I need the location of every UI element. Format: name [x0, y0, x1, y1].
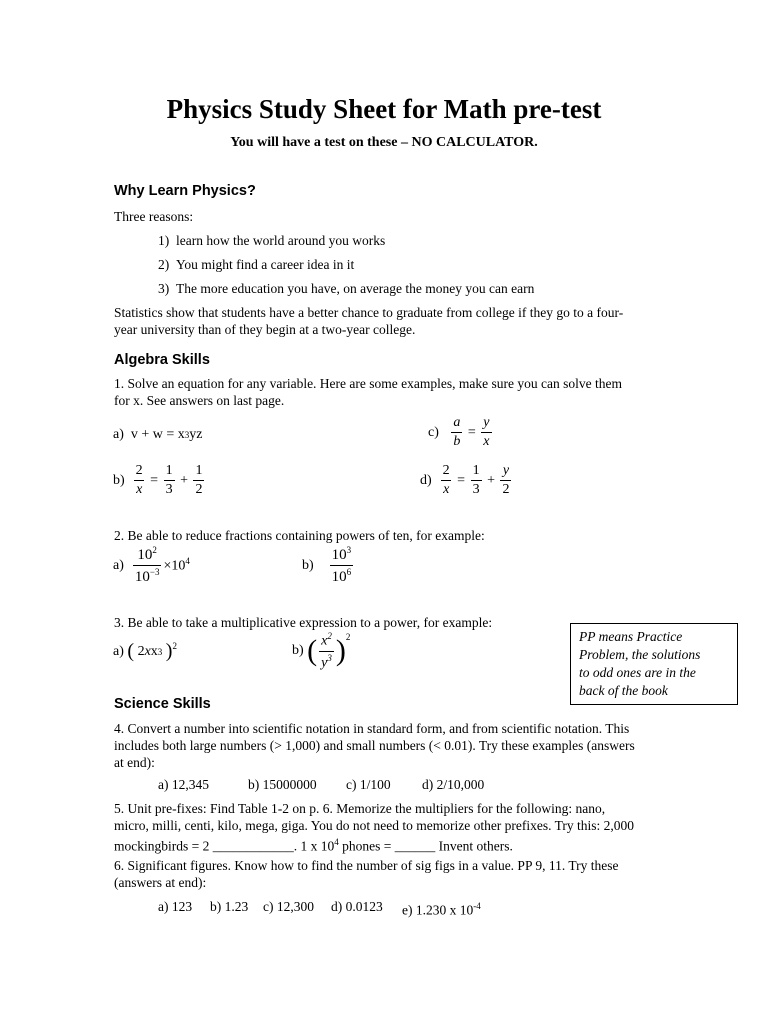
q6-item-c: c) 12,300 — [263, 899, 314, 914]
q4-item-c: c) 1/100 — [346, 777, 391, 792]
reason-number: 2) — [158, 257, 170, 272]
fraction-10e3-over-10e6: $\frac{10^3}{10^6}$ — [331, 545, 352, 585]
q5-text-part2: phones = ______ Invent others. — [338, 838, 513, 854]
question-5-line-3 — [114, 834, 513, 855]
fraction-y-over-2: $\frac{y}{2}$ — [502, 463, 510, 497]
fraction-2-over-x: $\frac{2}{x}$ — [135, 463, 143, 497]
reason-text: learn how the world around you works — [176, 233, 386, 248]
q4-item-b: b) 15000000 — [248, 777, 317, 792]
question-6-line-2: (answers at end): — [114, 875, 207, 890]
q4-item-a: a) 12,345 — [158, 777, 209, 792]
q5-text-part1: mockingbirds = 2 ____________. 1 x 10 — [114, 838, 335, 854]
reason-number: 1) — [158, 233, 170, 248]
equation-label: b) — [292, 643, 304, 659]
reasons-intro: Three reasons: — [114, 209, 194, 224]
section-heading-algebra: Algebra Skills — [114, 352, 210, 368]
powers-of-ten-a: a) $\frac{10^2}{10^{-3}}$ $\times 10^4$ — [113, 545, 190, 585]
q6-item-a: a) 123 — [158, 899, 193, 914]
question-6-line-1: 6. Significant figures. Know how to find the number of sig figs in a value. PP 9, 11. Try these — [114, 858, 619, 873]
equation-superscript: 3 — [184, 430, 190, 440]
section-heading-why: Why Learn Physics? — [114, 183, 256, 199]
equation-b: b) $\frac{2}{x}$ = $\frac{1}{3}$ + $\frac{1}{2}$ — [113, 463, 203, 497]
note-line: Problem, the solutions — [579, 647, 701, 662]
stats-line-1: Statistics show that students have a better chance to graduate from college if they go to a four- — [114, 305, 624, 320]
reason-text: The more education you have, on average the money you can earn — [176, 281, 535, 296]
fraction-y-over-x: $\frac{y}{x}$ — [483, 415, 490, 449]
q6-e-text: e) 1.230 x 10 — [402, 902, 474, 918]
powers-of-ten-b — [302, 546, 355, 585]
reason-number: 3) — [158, 281, 170, 296]
practice-problem-note — [570, 623, 738, 705]
note-line: to odd ones are in the — [579, 665, 696, 680]
reason-item-1 — [158, 232, 385, 249]
question-4-line-1: 4. Convert a number into scientific notation in standard form, and from scientific notation. This — [114, 721, 630, 736]
page-title: Physics Study Sheet for Math pre-test — [166, 94, 602, 124]
equation-label: d) — [420, 472, 432, 488]
equation-d: d) $\frac{2}{x}$ = $\frac{1}{3}$ + $\frac{y}{2}$ — [420, 463, 510, 497]
fraction-10e2-over-10e-3: $\frac{10^2}{10^{-3}}$ — [134, 545, 160, 585]
equation-label: a) — [113, 557, 124, 573]
question-5-line-1: 5. Unit pre-fixes: Find Table 1-2 on p. 6. Memorize the multipliers for the following: nano, — [114, 801, 606, 816]
equation-c: c) $\frac{a}{b}$ = $\frac{y}{x}$ — [428, 415, 490, 449]
section-heading-science: Science Skills — [114, 696, 211, 712]
q6-item-e — [402, 898, 481, 919]
reason-item-2 — [158, 256, 354, 273]
fraction-1-over-3: $\frac{1}{3}$ — [472, 463, 480, 497]
equation-label: b) — [302, 557, 314, 573]
question-3: 3. Be able to take a multiplicative expression to a power, for example: — [114, 615, 493, 630]
question-4-line-2: includes both large numbers (> 1,000) and small numbers (< 0.01). Try these examples (answers — [114, 738, 635, 753]
question-1-line-1: 1. Solve an equation for any variable. Here are some examples, make sure you can solve them — [114, 376, 622, 391]
question-2: 2. Be able to reduce fractions containing powers of ten, for example: — [114, 528, 485, 543]
equation-text: v + w = x — [130, 427, 185, 442]
equation-label: b) — [113, 472, 125, 488]
q4-item-d: d) 2/10,000 — [422, 777, 485, 792]
reason-text: You might find a career idea in it — [176, 257, 355, 272]
fraction-x2-over-y3: $\frac{x^2}{y^3}$ — [321, 631, 332, 671]
fraction-1-over-3: $\frac{1}{3}$ — [165, 463, 173, 497]
note-line: PP means Practice — [579, 629, 683, 644]
power-expression-a: a) ( 2 x x 3 ) $^2$ — [113, 640, 177, 662]
power-expression-b: b) ( $\frac{x^2}{y^3}$ ) $^2$ — [292, 631, 351, 671]
fraction-1-over-2: $\frac{1}{2}$ — [195, 463, 203, 497]
note-line: back of the book — [579, 683, 668, 698]
equation-text-tail: yz — [189, 427, 203, 442]
q6-e-superscript: -4 — [473, 901, 481, 911]
equation-label: c) — [428, 424, 439, 440]
equation-label: a) — [113, 427, 124, 442]
question-5-line-2: micro, milli, centi, kilo, mega, giga. You do not need to memorize other prefixes. Try this: 2,000 — [114, 818, 635, 833]
q5-superscript: 4 — [334, 837, 339, 847]
question-4-line-3: at end): — [114, 755, 155, 770]
reason-item-3 — [158, 280, 534, 297]
fraction-a-over-b: $\frac{a}{b}$ — [453, 415, 461, 449]
equation-label: a) — [113, 643, 124, 659]
equation-a — [113, 427, 203, 443]
question-1-line-2: for x. See answers on last page. — [114, 393, 285, 408]
q6-item-d: d) 0.0123 — [331, 899, 383, 914]
q6-item-b: b) 1.23 — [210, 899, 249, 914]
page-subtitle: You will have a test on these – NO CALCULATOR. — [230, 135, 538, 150]
stats-line-2: year university than of they begin at a two-year college. — [114, 322, 416, 337]
fraction-2-over-x: $\frac{2}{x}$ — [442, 463, 450, 497]
